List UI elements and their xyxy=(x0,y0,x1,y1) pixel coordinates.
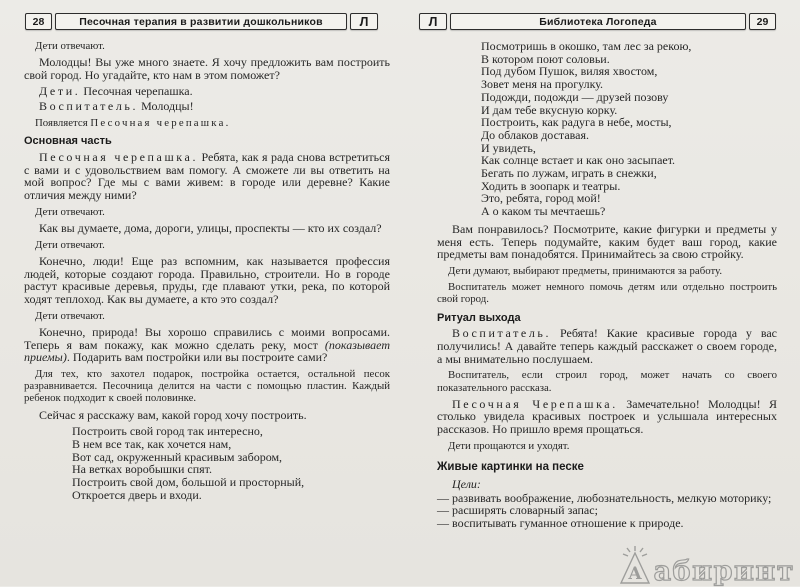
text-segment-plain: . Подарить вам постройки или вы построите сами? xyxy=(66,350,328,365)
poem-block xyxy=(481,40,777,218)
text-segment-speaker: Песочная Черепашка. xyxy=(452,396,618,411)
text-segment-plain: Конечно, природа! Вы хорошо справились с моими вопросами. Теперь я вам покажу, как можно сделать реку, мост xyxy=(24,324,390,352)
poem-line: И увидеть, xyxy=(481,140,536,155)
stage-block xyxy=(24,206,390,218)
text-segment-italic: (показывает приемы) xyxy=(24,337,390,365)
text-segment-plain: Дети думают, выбирают предметы, принимаются за работу. xyxy=(448,264,723,277)
list-block xyxy=(437,492,777,531)
stage-block xyxy=(437,369,777,393)
para-block xyxy=(24,326,390,364)
poem-line: Откроется дверь и входи. xyxy=(72,487,202,502)
stage-block xyxy=(24,117,390,129)
para-block xyxy=(24,222,390,235)
text-segment-plain: Ритуал выхода xyxy=(437,311,521,324)
para-block xyxy=(437,223,777,261)
book-page-right xyxy=(410,13,782,531)
heading-block xyxy=(437,312,777,325)
poem-line: В котором поют соловьи. xyxy=(481,51,610,66)
text-segment-plain: Замечательно! Молодцы! Я столько увидела красивых построек и услышала интересных рассказов. Но пришло время прощаться. xyxy=(437,396,777,437)
text-segment-speaker: Дети. xyxy=(39,83,81,98)
goal-list-item: — воспитывать гуманное отношение к природе. xyxy=(437,516,684,531)
poem-line: Бегать по лужам, играть в снежки, xyxy=(481,166,657,181)
text-segment-plain: Воспитатель, если строил город, может начать со своего показательного рассказа. xyxy=(437,369,777,394)
para-block xyxy=(24,409,390,422)
poem-line: Это, ребята, город мой! xyxy=(481,191,601,206)
page-text-column xyxy=(437,40,777,530)
poem-line: На ветках воробышки спят. xyxy=(72,462,212,477)
running-head-right xyxy=(419,13,776,30)
labirint-pyramid-icon xyxy=(616,545,654,585)
stage-block xyxy=(24,368,390,405)
poem-line: Построить, как радуга в небе, мосты, xyxy=(481,115,672,130)
text-segment-speaker: Воспитатель. xyxy=(452,326,552,341)
poem-line: Подожди, подожди — друзей позову xyxy=(481,89,669,104)
stage-block xyxy=(24,310,390,322)
poem-line: До облаков доставая. xyxy=(481,127,589,142)
poem-line: Построить свой дом, большой и просторный, xyxy=(72,475,305,490)
poem-line: В нем все так, как хочется нам, xyxy=(72,436,232,451)
goal-list-item: — развивать воображение, любознательность, мелкую моторику; xyxy=(437,490,772,505)
page-number: 28 xyxy=(25,13,52,30)
poem-line: Как солнце встает и как оно засыпает. xyxy=(481,153,676,168)
running-head-title: Библиотека Логопеда xyxy=(450,13,746,30)
text-segment-plain: Песочная черепашка. xyxy=(80,83,193,98)
poem-line: Построить свой город так интересно, xyxy=(72,424,263,439)
para-block xyxy=(437,327,777,365)
text-segment-plain: Конечно, люди! Еще раз вспомним, как называется профессия людей, которые создают города. Правильно, строители. Но в городе растут красивые деревья, пруды, где плавают утки, река, по которой ходят теплоход. Как вы думаете, а кто это создал? xyxy=(24,253,390,306)
page-text-column xyxy=(24,40,390,502)
text-segment-plain: Дети отвечают. xyxy=(35,205,105,218)
watermark-text: абиринт xyxy=(653,556,795,587)
heading2-block xyxy=(437,461,777,474)
text-segment-plain: Дети отвечают. xyxy=(35,309,105,322)
text-segment-plain: Дети прощаются и уходят. xyxy=(448,439,570,452)
text-segment-speaker: Воспитатель. xyxy=(39,99,139,114)
stage-block xyxy=(24,40,390,52)
text-segment-plain: Как вы думаете, дома, дороги, улицы, проспекты — кто их создал? xyxy=(39,220,382,235)
labirint-watermark xyxy=(616,545,795,585)
text-segment-plain: Вам понравилось? Посмотрите, какие фигурки и предметы у меня есть. Теперь подумайте, каким будет ваш город, какие предметы вам понадобятся. Принимайтесь за свою стройку. xyxy=(437,221,777,262)
poem-line: И дам тебе вкусную корку. xyxy=(481,102,618,117)
goal-list-item: — расширять словарный запас; xyxy=(437,503,598,518)
text-segment-speaker: Песочная черепашка. xyxy=(39,149,199,164)
text-segment-plain: Молодцы! Вы уже много знаете. Я хочу предложить вам построить свой город. Но угадайте, кто нам в этом поможет? xyxy=(24,55,390,82)
text-segment-plain: Дети отвечают. xyxy=(35,40,105,52)
para-block xyxy=(24,100,390,113)
poem-line: А о каком ты мечтаешь? xyxy=(481,204,606,219)
stage-block xyxy=(437,265,777,277)
page-number: 29 xyxy=(749,13,776,30)
para-block xyxy=(24,255,390,306)
para-block xyxy=(24,151,390,202)
stage-block xyxy=(437,440,777,452)
text-segment-plain: Для тех, кто захотел подарок, постройка остается, остальной песок разравнивается. Песочница делится на части с помощью пластин. Каждый ребенок подходит к своей половинке. xyxy=(24,367,390,405)
text-segment-plain: Основная часть xyxy=(24,135,112,148)
text-segment-plain: Молодцы! xyxy=(138,99,194,114)
text-segment-plain: Дети отвечают. xyxy=(35,238,105,251)
poem-line: Вот сад, окруженный красивым забором, xyxy=(72,449,283,464)
stage-block xyxy=(437,281,777,305)
text-segment-plain: Живые картинки на песке xyxy=(437,461,584,474)
poem-line: Зовет меня на прогулку. xyxy=(481,77,604,92)
poem-block xyxy=(72,425,390,501)
running-head-title: Песочная терапия в развитии дошкольников xyxy=(55,13,347,30)
para-block xyxy=(437,398,777,436)
book-page-left xyxy=(22,13,396,506)
series-logo-letter: Л xyxy=(419,13,447,30)
heading-block xyxy=(24,135,390,148)
text-segment-italic: Цели: xyxy=(452,476,481,491)
para-block xyxy=(24,56,390,81)
poem-line: Под дубом Пушок, виляя хвостом, xyxy=(481,64,658,79)
text-segment-plain: Воспитатель может немного помочь детям или отдельно построить свой город. xyxy=(437,281,777,306)
text-segment-plain: Ребята, как я рада снова встретиться с вами и с удовольствием вам помогу. А сможете ли вы ответить на мой вопрос? Где мы с вами живем: в городе или деревне? Какие отличия между ними? xyxy=(24,149,390,203)
series-logo-letter: Л xyxy=(350,13,378,30)
poem-line: Ходить в зоопарк и театры. xyxy=(481,178,621,193)
labirint-logo-letter: А xyxy=(627,564,642,584)
stage-block xyxy=(24,239,390,251)
text-segment-plain: Сейчас я расскажу вам, какой город хочу построить. xyxy=(39,407,307,422)
poem-line: Посмотришь в окошко, там лес за рекою, xyxy=(481,39,692,53)
text-segment-spaced: Песочная черепашка. xyxy=(90,117,231,130)
text-segment-plain: Появляется xyxy=(35,117,91,130)
text-segment-plain: Ребята! Какие красивые города у вас получились! А давайте теперь каждый расскажет о своем городе, а мы внимательно послушаем. xyxy=(437,326,777,366)
para-block xyxy=(24,85,390,98)
running-head-left xyxy=(25,13,378,30)
goal_label-block xyxy=(437,478,777,491)
